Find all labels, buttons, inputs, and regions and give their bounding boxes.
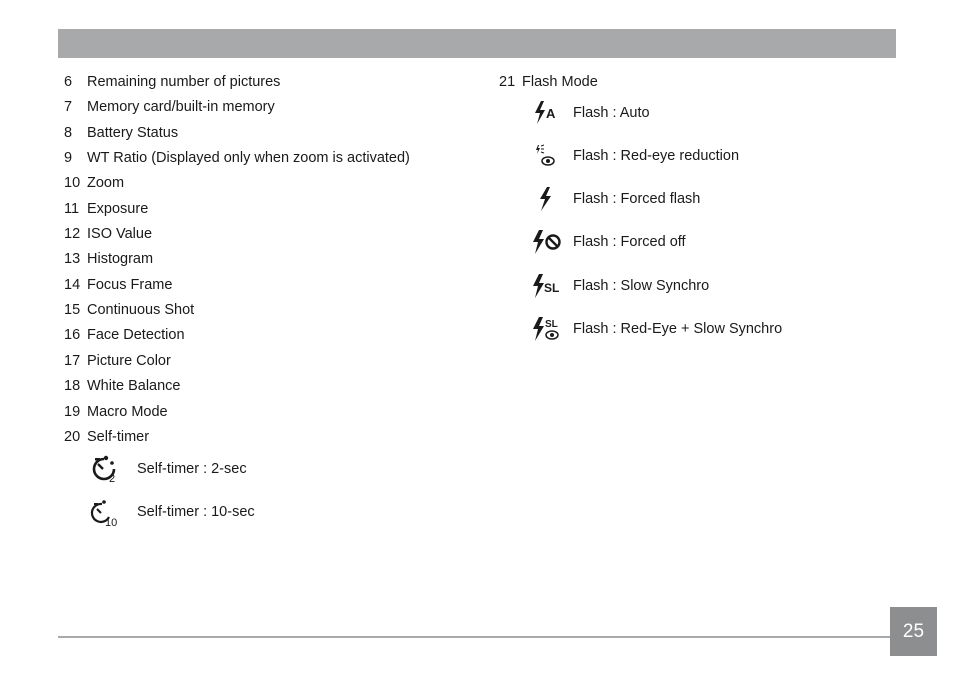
item-number: 21 bbox=[499, 74, 516, 90]
item-label: White Balance bbox=[87, 378, 181, 394]
self-timer-10sec-icon bbox=[90, 499, 122, 527]
item-label: Memory card/built-in memory bbox=[87, 99, 275, 115]
item-number: 15 bbox=[64, 302, 81, 318]
svg-text:SL: SL bbox=[544, 281, 560, 295]
flash-forced-label: Flash : Forced flash bbox=[573, 191, 701, 207]
item-label: WT Ratio (Displayed only when zoom is activated) bbox=[87, 150, 410, 166]
item-label: Histogram bbox=[87, 251, 154, 267]
item-number: 6 bbox=[64, 74, 73, 90]
flash-forced-icon bbox=[531, 185, 563, 213]
item-number: 11 bbox=[64, 201, 80, 217]
item-label: Picture Color bbox=[87, 353, 171, 369]
item-number: 19 bbox=[64, 404, 81, 420]
item-label: Macro Mode bbox=[87, 404, 168, 420]
item-number: 17 bbox=[64, 353, 81, 369]
item-label: Self-timer bbox=[87, 429, 150, 445]
flash-red-eye-label: Flash : Red-eye reduction bbox=[573, 148, 740, 164]
item-number: 7 bbox=[64, 99, 73, 115]
item-number: 8 bbox=[64, 125, 73, 141]
self-timer-2sec-icon bbox=[90, 455, 122, 483]
header-bar bbox=[58, 29, 896, 58]
flash-red-eye-slow-synchro-icon bbox=[531, 315, 563, 343]
flash-auto-label: Flash : Auto bbox=[573, 105, 650, 121]
self-timer-10sec-label: Self-timer : 10-sec bbox=[137, 504, 255, 520]
flash-red-eye-slow-synchro-label: Flash : Red-Eye + Slow Synchro bbox=[573, 321, 783, 337]
item-label: Flash Mode bbox=[522, 74, 598, 90]
flash-off-label: Flash : Forced off bbox=[573, 234, 686, 250]
item-number: 13 bbox=[64, 251, 81, 267]
flash-slow-synchro-icon bbox=[531, 272, 563, 300]
item-number: 18 bbox=[64, 378, 81, 394]
footer-line bbox=[58, 636, 890, 638]
item-label: Face Detection bbox=[87, 327, 185, 343]
item-label: Focus Frame bbox=[87, 277, 173, 293]
self-timer-2sec-label: Self-timer : 2-sec bbox=[137, 461, 247, 477]
item-label: Battery Status bbox=[87, 125, 179, 141]
item-number: 12 bbox=[64, 226, 81, 242]
item-label: Zoom bbox=[87, 175, 125, 191]
item-label: ISO Value bbox=[87, 226, 153, 242]
item-label: Exposure bbox=[87, 201, 149, 217]
flash-red-eye-icon bbox=[531, 142, 563, 170]
item-number: 10 bbox=[64, 175, 81, 191]
item-label: Continuous Shot bbox=[87, 302, 195, 318]
item-number: 14 bbox=[64, 277, 81, 293]
item-label: Remaining number of pictures bbox=[87, 74, 281, 90]
page-number: 25 bbox=[890, 607, 937, 656]
flash-slow-synchro-label: Flash : Slow Synchro bbox=[573, 278, 710, 294]
flash-auto-icon bbox=[531, 99, 563, 127]
svg-text:2: 2 bbox=[109, 473, 116, 483]
item-number: 9 bbox=[64, 150, 73, 166]
item-number: 16 bbox=[64, 327, 81, 343]
flash-off-icon bbox=[531, 228, 563, 256]
svg-text:SL: SL bbox=[545, 319, 558, 330]
svg-text:10: 10 bbox=[105, 517, 118, 527]
item-number: 20 bbox=[64, 429, 81, 445]
svg-text:A: A bbox=[546, 106, 556, 121]
